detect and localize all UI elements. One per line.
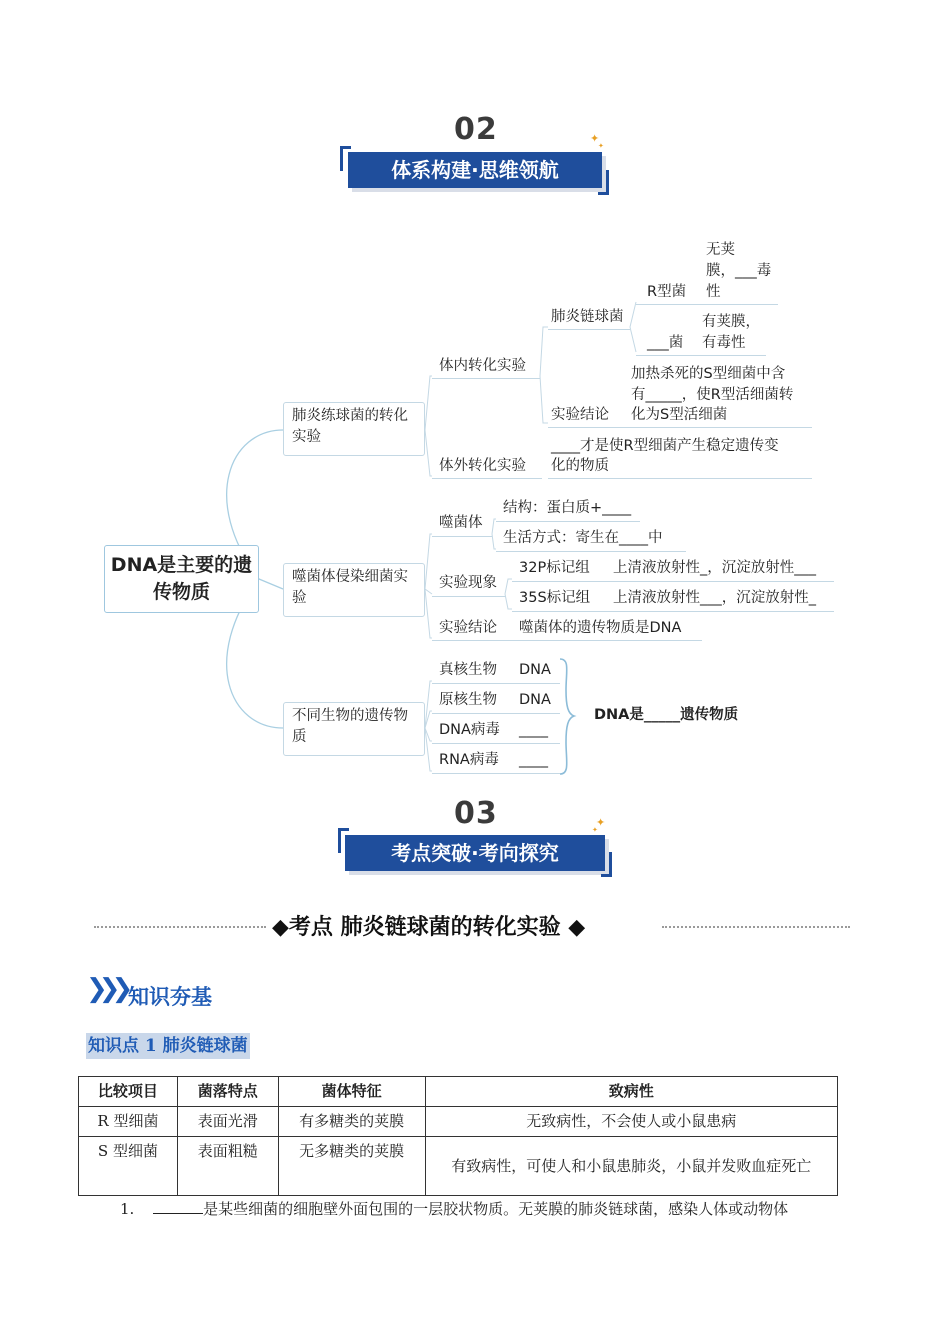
knowledge-point-label: 知识点 1 肺炎链球菌 [86,1033,250,1059]
node-32p: 32P标记组 [519,560,590,576]
node-r-type: R型菌 [647,284,687,300]
paragraph-number: 1. [120,1200,135,1218]
node-s-desc-2: 有毒性 [702,335,746,351]
node-eukaryote: 真核生物 [439,662,497,678]
underline [432,378,540,379]
node-rna-virus-material: ____ [519,752,548,768]
node-s-type: ___菌 [647,335,684,351]
node-35s: 35S标记组 [519,590,591,606]
table-header: 比较项目 [79,1077,178,1107]
sparkle-icon: ✦ [596,816,606,829]
branch-pneumococcus-transformation: 肺炎练球菌的转化实验 [283,402,425,456]
node-s-desc-1: 有荚膜， [702,314,760,330]
node-invivo-conclusion-2: 有_____，使R型活细菌转 [631,387,794,403]
node-invivo-conclusion-3: 化为S型活细菌 [631,407,728,423]
node-prokaryote-material: DNA [519,692,551,708]
table-cell: 无多糖类的荚膜 [278,1137,425,1196]
table-header: 致病性 [425,1077,837,1107]
node-r-desc-2: 膜，___毒 [706,263,772,279]
chevrons-icon: ❯❯❯ [86,974,125,1004]
node-lifestyle: 生活方式：寄生在____中 [503,530,663,546]
underline [432,713,560,714]
section-02-banner: 体系构建·思维领航 [348,152,602,188]
node-phenomenon: 实验现象 [439,575,497,591]
node-phage-conclusion: 噬菌体的遗传物质是DNA [519,620,682,636]
comparison-table [78,1076,838,1196]
node-invivo-conclusion-label: 实验结论 [551,407,609,423]
paragraph-text: 是某些细菌的细胞壁外面包围的一层胶状物质。无荚膜的肺炎链球菌，感染人体或动物体 [203,1200,789,1218]
underline [432,596,505,597]
underline [636,355,766,356]
node-structure: 结构：蛋白质+____ [503,500,632,516]
paragraph-1 [120,1198,788,1219]
node-dna-virus-material: ____ [519,722,548,738]
branch-phage-infection: 噬菌体侵染细菌实验 [283,563,425,617]
node-phage: 噬菌体 [439,515,483,531]
underline [432,743,560,744]
underline [432,640,702,641]
node-dna-virus: DNA病毒 [439,722,500,738]
table-cell: 无致病性，不会使人或小鼠患病 [425,1107,837,1137]
underline [512,611,834,612]
underline [636,304,778,305]
divider-right [662,926,850,928]
underline [548,329,630,330]
table-row [79,1107,838,1137]
topic-title: ◆考点 肺炎链球菌的转化实验 ◆ [272,915,586,940]
underline [548,478,812,479]
table-header: 菌体特征 [278,1077,425,1107]
node-invitro-text-1: ____才是使R型细菌产生稳定遗传变 [551,438,779,454]
underline [496,521,640,522]
section-02-number: 02 [454,112,498,147]
table-cell: R 型细菌 [79,1107,178,1137]
underline [496,551,686,552]
table-header: 菌落特点 [177,1077,278,1107]
section-03-banner: 考点突破·考向探究 [345,835,605,871]
table-cell: 表面光滑 [177,1107,278,1137]
table-cell: 有多糖类的荚膜 [278,1107,425,1137]
sparkle-icon: ✦ [592,826,598,834]
section-03-number: 03 [454,796,498,831]
node-rna-virus: RNA病毒 [439,752,499,768]
underline [432,478,542,479]
underline [512,581,834,582]
node-r-desc-3: 性 [706,284,721,300]
mindmap-root: DNA是主要的遗传物质 [104,545,259,613]
node-phage-conclusion-label: 实验结论 [439,620,497,636]
node-35s-result: 上清液放射性___，沉淀放射性_ [613,590,816,606]
sparkle-icon: ✦ [590,132,600,145]
divider-left [94,926,266,928]
table-row [79,1137,838,1196]
node-r-desc-1: 无荚 [706,242,735,258]
underline [432,683,560,684]
underline [432,773,560,774]
node-in-vivo: 体内转化实验 [439,358,526,374]
underline [432,536,492,537]
branch-genetic-material: 不同生物的遗传物质 [283,702,425,756]
node-prokaryote: 原核生物 [439,692,497,708]
table-cell: 有致病性，可使人和小鼠患肺炎，小鼠并发败血症死亡 [425,1137,837,1196]
node-32p-result: 上清液放射性_，沉淀放射性___ [613,560,816,576]
table-cell: 表面粗糙 [177,1137,278,1196]
node-invivo-conclusion-1: 加热杀死的S型细菌中含 [631,366,786,382]
sparkle-icon: ✦ [598,142,604,150]
node-eukaryote-material: DNA [519,662,551,678]
underline [548,427,812,428]
banner-bracket-right [601,852,612,877]
blank-field [153,1199,203,1214]
knowledge-heading: 知识夯基 [128,985,212,1009]
node-invitro-text-2: 化的物质 [551,458,609,474]
node-summary: DNA是_____遗传物质 [594,707,739,723]
table-header-row [79,1077,838,1107]
node-pneumococcus: 肺炎链球菌 [551,309,624,325]
table-cell: S 型细菌 [79,1137,178,1196]
node-in-vitro: 体外转化实验 [439,458,526,474]
